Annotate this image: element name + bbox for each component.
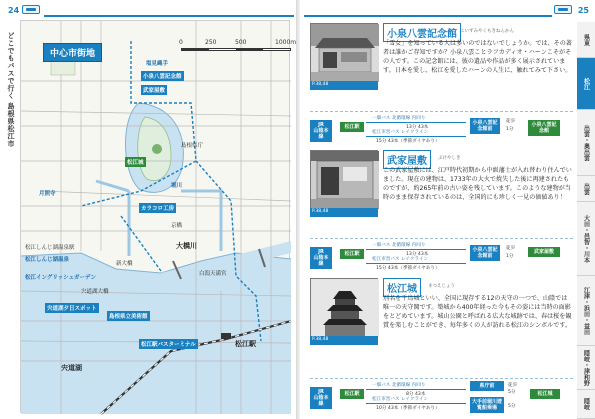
scale-1000: 1000m	[275, 39, 297, 46]
scale-500: 500	[235, 39, 247, 46]
tab-4[interactable]: 大田・邑智・川本	[577, 202, 595, 276]
route-bus-2: 松江市営バス レイクライン	[372, 130, 429, 135]
label-kenchou: 島根県庁	[181, 143, 204, 149]
tab-1[interactable]: 松江	[577, 58, 595, 110]
route-station: 松江駅	[340, 122, 364, 132]
bus-icon	[22, 5, 40, 14]
label-hearn-museum[interactable]: 小泉八雲記念館	[141, 71, 184, 81]
route-bus-1: 一畑バス 北循環線 内回り	[372, 383, 426, 388]
section-bukeyashiki	[310, 150, 573, 272]
photo-bukeyashiki	[310, 150, 378, 208]
route-bus-1: 一畑バス 北循環線 内回り	[372, 116, 426, 121]
label-kyobashi: 京橋	[171, 223, 183, 229]
section-title: 武家屋敷	[383, 150, 431, 169]
right-page	[300, 0, 595, 419]
route-destination-1: 県庁前	[470, 381, 504, 391]
section-body: この武家屋敷には、江戸時代初期から中級藩士が入れ替わり住んでいました。現在の建物は、1733年の大火で焼失した後に再建されたものですが、約265年前の古い姿を残しています。このような建物が当時のまま保存されているのは、全国的にも珍しく一見の価値あり！	[383, 167, 572, 202]
route-walk-time-1: 5分	[508, 390, 516, 395]
scale-0: 0	[179, 39, 183, 46]
section-body: 別名を千鳥城といい、全国に現存する12の天守の一つで、山陰では唯一の天守閣です。築城から400年経った今もその姿には当時の面影をとどめています。城山公園と呼ばれる広大な城跡では、春は桜を観賞を楽しむことができ、毎年多くの人が訪れる松江のシンボルです。	[383, 295, 572, 330]
route-jr: JR 山陰本線	[310, 387, 332, 409]
label-onsen-station: 松江しんじ湖温泉駅	[25, 245, 75, 251]
label-hakugata: 白潟天満宮	[199, 271, 227, 277]
tab-6[interactable]: 隠岐・津和野	[577, 346, 595, 390]
tab-2[interactable]: 出雲・奥出雲	[577, 110, 595, 176]
photo-caption: P.38,48	[310, 336, 378, 345]
label-shinjiko: 宍道湖	[61, 364, 82, 372]
route-diagram	[310, 378, 573, 414]
label-onsen[interactable]: 松江しんじ湖温泉	[25, 257, 70, 263]
label-karakoro[interactable]: カラコロ工房	[139, 203, 176, 213]
route-diagram	[310, 111, 573, 143]
label-ohashi-river: 大橋川	[176, 242, 197, 250]
route-destination-2: 大手前堀川遊覧船乗場	[472, 399, 503, 411]
label-sunset[interactable]: 宍道湖夕日スポット	[45, 303, 99, 313]
route-jr: JR 山陰本線	[310, 120, 332, 142]
route-time-2: 15分 43本（季節ダイヤあり）	[376, 266, 440, 271]
map-title: 中心市街地	[43, 43, 102, 62]
header-rule	[304, 15, 552, 17]
label-matsue-station[interactable]: 松江駅	[235, 340, 256, 348]
side-label: どこでもバスで行く 島根県松江市	[7, 32, 15, 148]
photo-hearn-museum	[310, 23, 378, 81]
label-shinohashi: 新大橋	[116, 261, 133, 267]
section-hearn-museum	[310, 23, 573, 145]
route-destination: 小泉八雲記念館前	[470, 118, 500, 134]
route-final: 武家屋敷	[528, 247, 560, 257]
route-station: 松江駅	[340, 389, 364, 399]
route-line-1	[366, 389, 466, 390]
route-time-2: 15分 43本（季節ダイヤあり）	[376, 139, 440, 144]
scale-bar	[181, 48, 291, 51]
photo-matsue-castle	[310, 278, 378, 336]
label-bukeyashiki[interactable]: 武家屋敷	[141, 85, 167, 95]
tab-5[interactable]: 江津・浜田・益田	[577, 276, 595, 346]
scale-250: 250	[205, 39, 217, 46]
route-line-1	[366, 122, 466, 123]
route-time-1: 13分 43本	[406, 252, 429, 257]
label-gesshoji[interactable]: 月照寺	[39, 191, 56, 197]
section-title: 松江城	[383, 278, 421, 297]
label-shiomi[interactable]: 塩見縄手	[146, 61, 169, 67]
route-destination: 小泉八雲記念館前	[470, 245, 500, 261]
route-time-1: 8分 43本	[406, 392, 426, 397]
left-page	[0, 0, 296, 419]
route-walk-time: 1分	[506, 254, 514, 259]
route-time-2: 10分 43本（季節ダイヤあり）	[376, 406, 440, 411]
tab-3[interactable]: 出雲	[577, 176, 595, 202]
left-page-number: 24	[8, 6, 20, 15]
label-shimane-art-museum[interactable]: 島根県立美術館	[107, 311, 150, 321]
tab-0[interactable]: 県東	[577, 22, 595, 58]
route-jr: JR 山陰本線	[310, 247, 332, 269]
label-english-garden[interactable]: 松江イングリッシュガーデン	[25, 275, 96, 281]
route-walk: 徒歩	[508, 383, 518, 388]
route-line-2	[366, 403, 466, 404]
label-shinjiko-ohashi: 宍道湖大橋	[81, 289, 109, 295]
label-bus-terminal[interactable]: 松江駅バスターミナル	[139, 339, 198, 349]
city-center-map[interactable]	[20, 20, 297, 413]
route-walk: 徒歩	[506, 246, 516, 251]
label-horikawa[interactable]: 堀川	[171, 183, 183, 189]
tab-7[interactable]: 隠岐	[577, 390, 595, 419]
section-matsue-castle	[310, 278, 573, 416]
header-rule	[44, 15, 294, 17]
photo-caption: P.38,48	[310, 81, 378, 90]
route-diagram	[310, 238, 573, 270]
route-walk-time: 1分	[506, 127, 514, 132]
route-walk-time-2: 5分	[508, 404, 516, 409]
bus-icon	[554, 5, 572, 14]
route-final: 小泉八雲記念館	[528, 120, 560, 136]
route-bus-2: 松江市営バス レイクライン	[372, 257, 429, 262]
right-page-number: 25	[577, 6, 589, 15]
section-body: 「雪女」を知っている人は多いのではないでしょうか。では、その著者は誰かご存知ですか？小泉八雲ことラフカディオ・ハーンこそがその人です。この記念館には、彼の遺品や作品が多く展示されています。日本を愛し、松江を愛したハーンの人生に、触れてみて下さい。	[383, 40, 572, 75]
route-time-1: 13分 43本	[406, 125, 429, 130]
region-tabs	[577, 22, 595, 419]
section-reading: こいずみやくもきねんかん	[460, 29, 514, 34]
route-bus-1: 一畑バス 北循環線 内回り	[372, 243, 426, 248]
section-title: 小泉八雲記念館	[383, 23, 461, 42]
photo-caption: P.38,48	[310, 208, 378, 217]
route-bus-2: 松江市営バス レイクライン	[372, 397, 429, 402]
route-line-2	[366, 136, 466, 137]
route-final: 松江城	[530, 389, 560, 399]
route-station: 松江駅	[340, 249, 364, 259]
route-walk: 徒歩	[506, 119, 516, 124]
label-matsue-castle[interactable]: 松江城	[125, 157, 146, 167]
section-reading: まつえじょう	[428, 284, 455, 289]
section-reading: ぶけやしき	[438, 156, 461, 161]
route-line-2	[366, 263, 466, 264]
route-line-1	[366, 249, 466, 250]
